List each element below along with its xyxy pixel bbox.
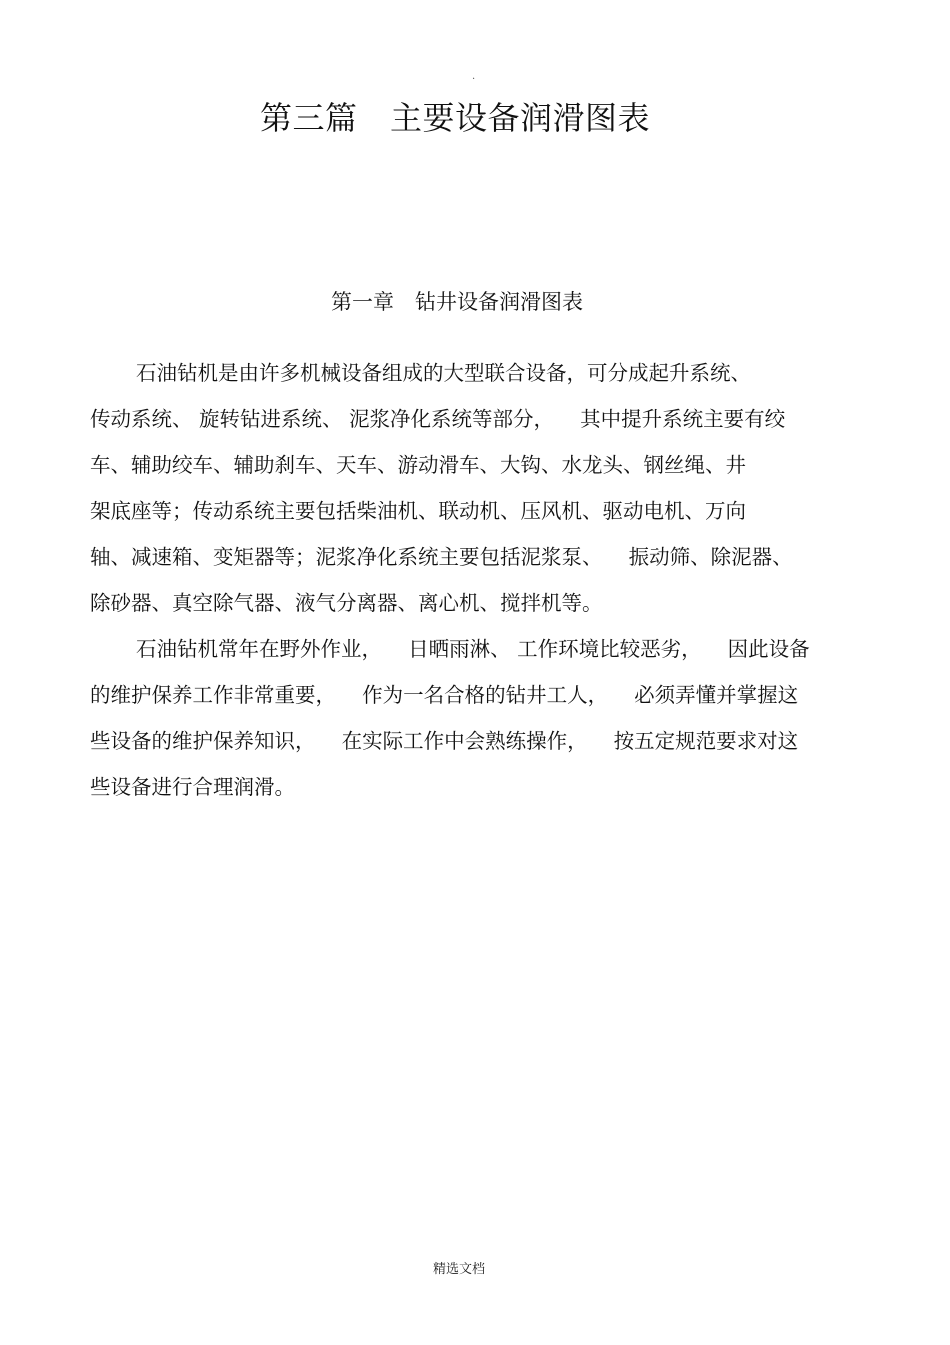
part-title: 第三篇 主要设备润滑图表 bbox=[259, 99, 650, 137]
paragraph-1 bbox=[90, 350, 860, 626]
paragraph-line: 石油钻机常年在野外作业， 日晒雨淋、 工作环境比较恶劣， 因此设备 bbox=[136, 637, 810, 661]
paragraph-line: 些设备进行合理润滑。 bbox=[90, 775, 295, 799]
paragraph-line: 轴、减速箱、变矩器等；泥浆净化系统主要包括泥浆泵、 振动筛、除泥器、 bbox=[90, 545, 793, 569]
body-text bbox=[90, 350, 860, 810]
footer-label: 精选文档 bbox=[432, 1262, 485, 1277]
paragraph-2 bbox=[90, 626, 860, 810]
paragraph-line: 些设备的维护保养知识， 在实际工作中会熟练操作， 按五定规范要求对这 bbox=[90, 729, 799, 753]
chapter-title: 第一章 钻井设备润滑图表 bbox=[331, 290, 583, 314]
paragraph-line: 车、辅助绞车、辅助刹车、天车、游动滑车、大钩、水龙头、钢丝绳、井 bbox=[90, 453, 746, 477]
paragraph-line: 传动系统、 旋转钻进系统、 泥浆净化系统等部分， 其中提升系统主要有绞 bbox=[90, 407, 786, 431]
header-dot: . bbox=[472, 71, 476, 82]
paragraph-line: 石油钻机是由许多机械设备组成的大型联合设备，可分成起升系统、 bbox=[136, 361, 751, 385]
paragraph-line: 架底座等；传动系统主要包括柴油机、联动机、压风机、驱动电机、万向 bbox=[90, 499, 746, 523]
paragraph-line: 除砂器、真空除气器、液气分离器、离心机、搅拌机等。 bbox=[90, 591, 603, 615]
paragraph-line: 的维护保养工作非常重要， 作为一名合格的钻井工人， 必须弄懂并掌握这 bbox=[90, 683, 799, 707]
